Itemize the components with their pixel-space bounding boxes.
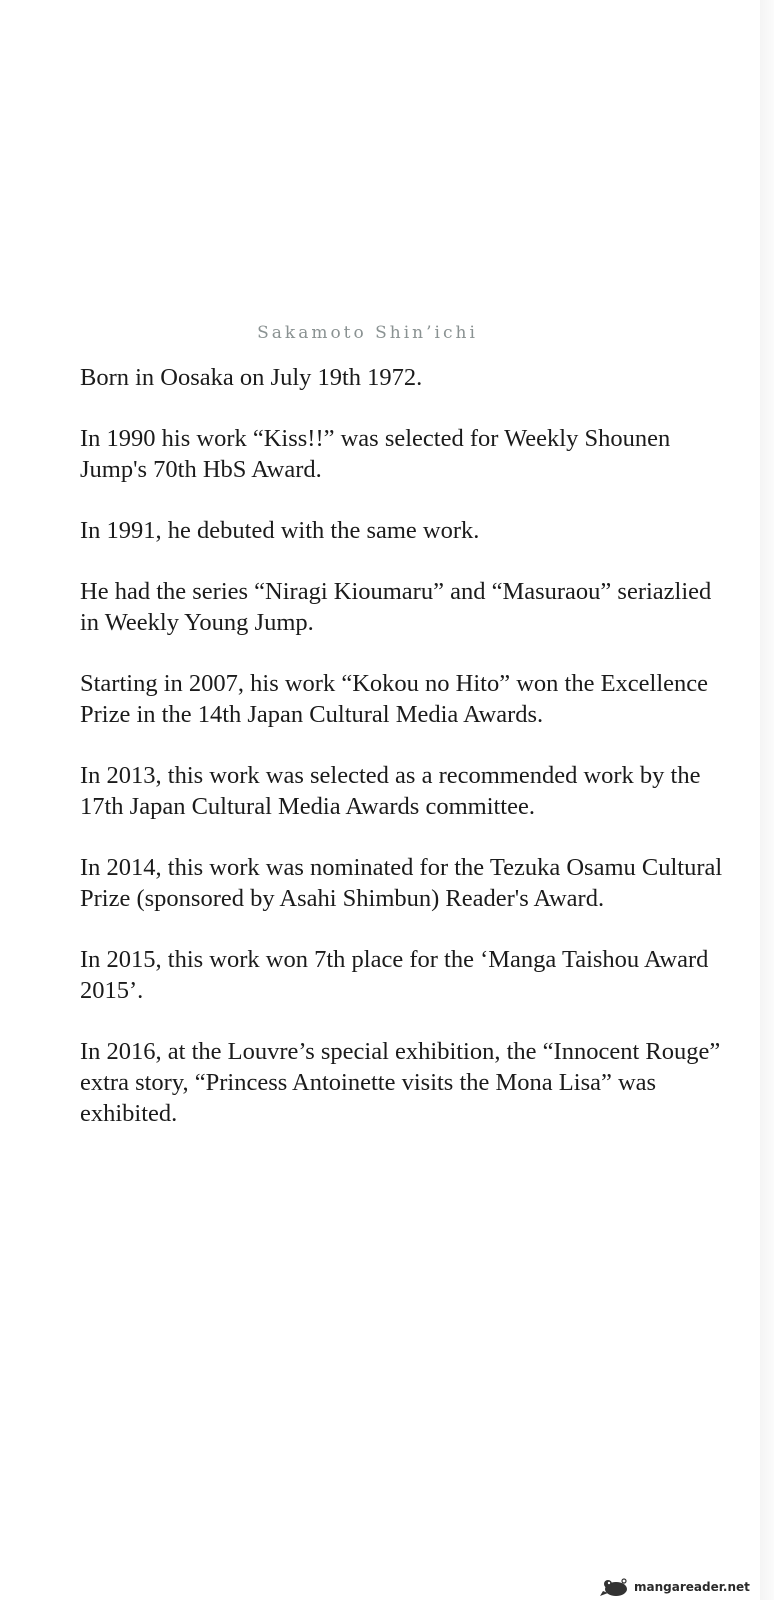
- bio-paragraph: In 2015, this work won 7th place for the ‘Manga Taishou Award 2015’.: [80, 946, 709, 1004]
- bio-paragraph: Starting in 2007, his work “Kokou no Hito” won the Excellence Prize in the 14th Japan Cultural Media Awards.: [80, 670, 709, 728]
- author-name: Sakamoto Shin’ichi: [257, 323, 478, 343]
- watermark-text: mangareader.net: [634, 1580, 750, 1594]
- site-watermark: [600, 1577, 750, 1597]
- bio-paragraph: In 2016, at the Louvre’s special exhibition, the “Innocent Rouge” extra story, “Princess Antoinette visits the Mona Lisa” was exhibited.: [80, 1038, 721, 1127]
- page-edge: [760, 0, 774, 1600]
- bio-paragraph: In 1990 his work “Kiss!!” was selected for Weekly Shounen Jump's 70th HbS Award.: [80, 425, 671, 483]
- bio-paragraph: In 2014, this work was nominated for the Tezuka Osamu Cultural Prize (sponsored by Asahi Shimbun) Reader's Award.: [80, 854, 723, 912]
- mascot-icon: [600, 1577, 630, 1597]
- bio-paragraph: In 2013, this work was selected as a recommended work by the 17th Japan Cultural Media Awards committee.: [80, 762, 701, 820]
- biography: [80, 362, 730, 1159]
- bio-paragraph: In 1991, he debuted with the same work.: [80, 517, 480, 544]
- bio-paragraph: Born in Oosaka on July 19th 1972.: [80, 364, 423, 391]
- bio-paragraph: He had the series “Niragi Kioumaru” and “Masuraou” seriazlied in Weekly Young Jump.: [80, 578, 712, 636]
